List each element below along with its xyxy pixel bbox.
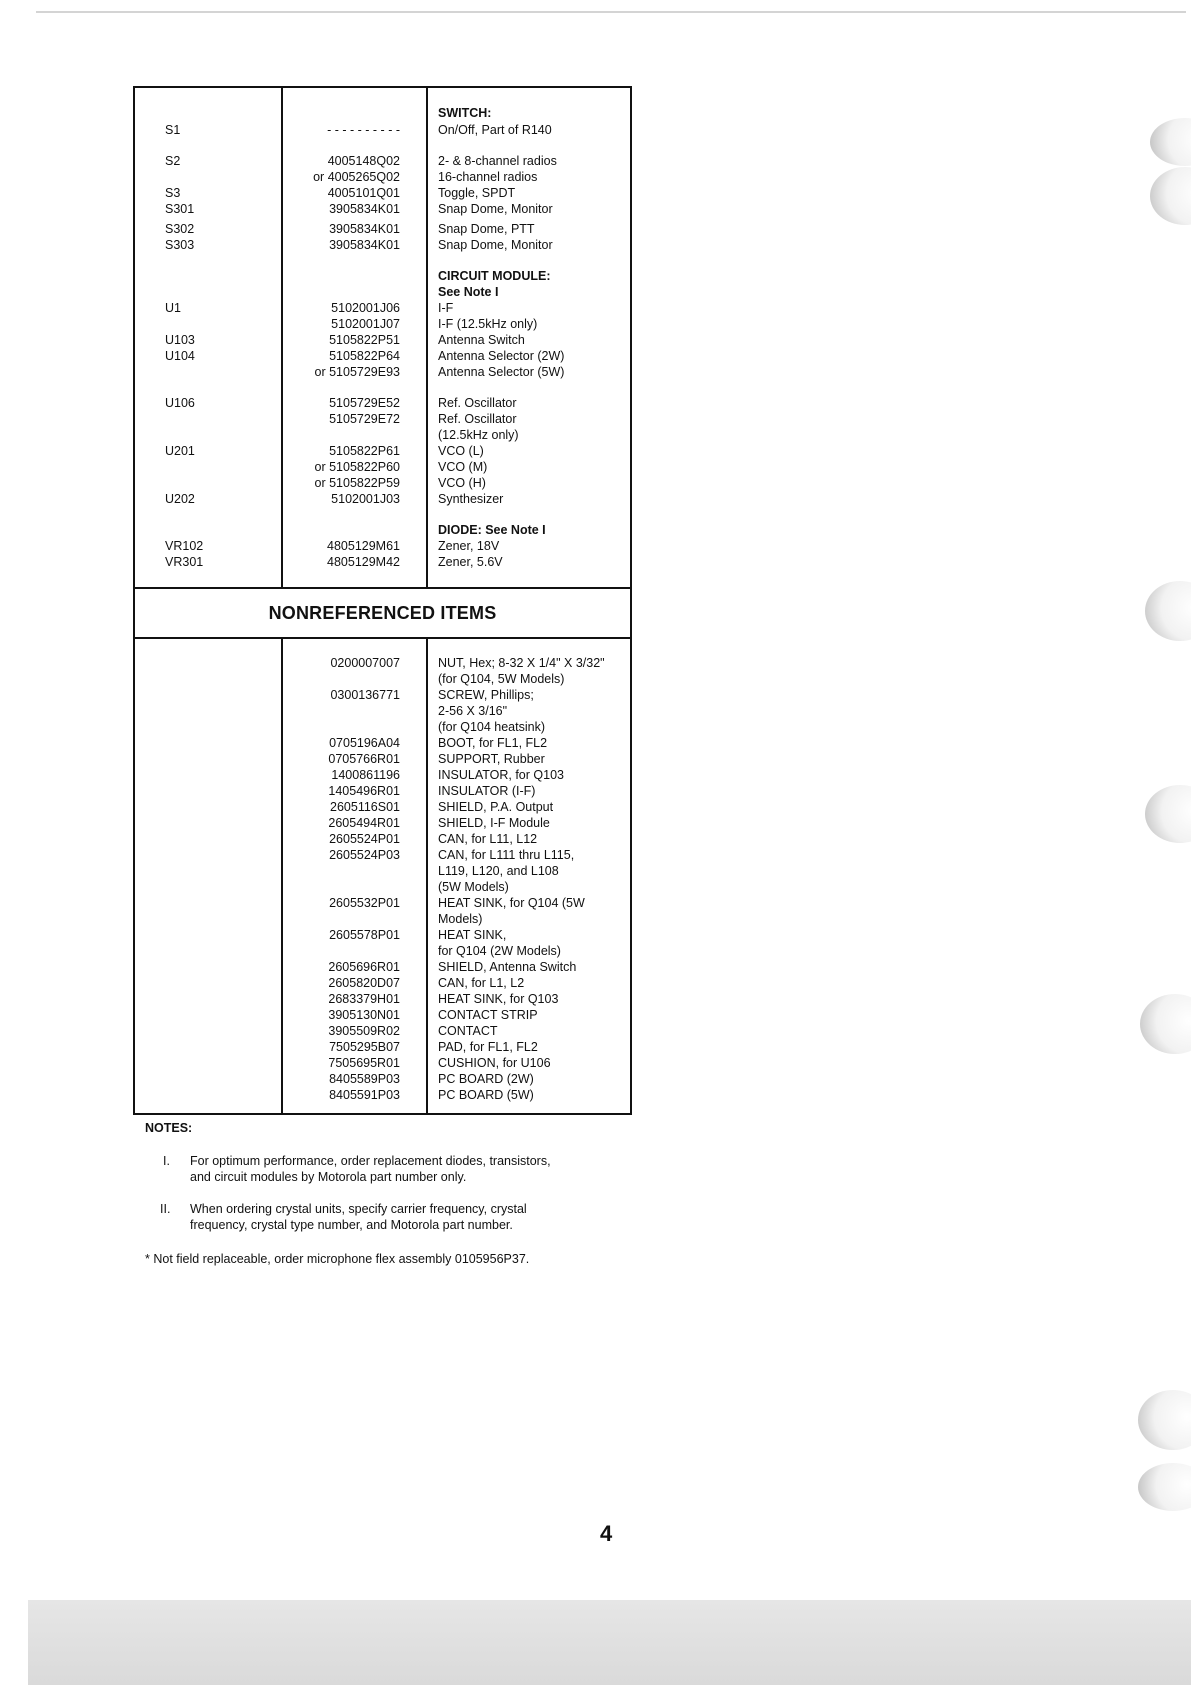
part-description: Snap Dome, Monitor — [438, 238, 553, 252]
part-description: PAD, for FL1, FL2 — [438, 1040, 538, 1054]
part-number: 3905509R02 — [328, 1024, 400, 1038]
ref-designator: S3 — [165, 186, 181, 200]
part-number: 5105729E52 — [329, 396, 400, 410]
part-description: PC BOARD (5W) — [438, 1088, 534, 1102]
part-description: Snap Dome, PTT — [438, 222, 535, 236]
part-number: 3905834K01 — [329, 238, 400, 252]
part-description: 2- & 8-channel radios — [438, 154, 557, 168]
part-description: Ref. Oscillator — [438, 396, 517, 410]
part-description: INSULATOR, for Q103 — [438, 768, 564, 782]
part-description: INSULATOR (I-F) — [438, 784, 536, 798]
column-divider — [426, 638, 428, 1113]
part-number: 1400861196 — [331, 768, 400, 782]
ref-designator: S2 — [165, 154, 181, 168]
part-description: CAN, for L1, L2 — [438, 976, 525, 990]
part-number: 5102001J03 — [331, 492, 400, 506]
part-description: NUT, Hex; 8-32 X 1/4" X 3/32" — [438, 656, 605, 670]
part-description: VCO (L) — [438, 444, 484, 458]
part-number: 0300136771 — [330, 688, 400, 702]
part-description: CONTACT STRIP — [438, 1008, 538, 1022]
part-description: 16-channel radios — [438, 170, 538, 184]
binder-hole-icon — [1150, 118, 1191, 166]
part-description: SUPPORT, Rubber — [438, 752, 545, 766]
part-description: SHIELD, P.A. Output — [438, 800, 554, 814]
binder-hole-icon — [1145, 581, 1191, 641]
part-number: 2605532P01 — [329, 896, 400, 910]
part-number: 2605494R01 — [328, 816, 400, 830]
part-number: or 4005265Q02 — [313, 170, 400, 184]
part-number: 5102001J06 — [331, 301, 400, 315]
note-text: When ordering crystal units, specify carrier frequency, crystal — [190, 1202, 527, 1216]
part-number: or 5105822P60 — [314, 460, 400, 474]
footnote: * Not field replaceable, order microphone flex assembly 0105956P37. — [145, 1252, 530, 1266]
part-number: 2605578P01 — [329, 928, 400, 942]
part-description: (5W Models) — [438, 880, 509, 894]
ref-designator: S303 — [165, 238, 195, 252]
section-title: NONREFERENCED ITEMS — [268, 603, 497, 623]
binder-hole-icon — [1138, 1463, 1191, 1511]
parts-list-table — [133, 86, 632, 1115]
part-number: 5105822P61 — [329, 444, 400, 458]
part-description: Antenna Switch — [438, 333, 525, 347]
part-description: CAN, for L11, L12 — [438, 832, 538, 846]
binder-hole-icon — [1140, 994, 1191, 1054]
part-number: 3905834K01 — [329, 222, 400, 236]
part-description: CUSHION, for U106 — [438, 1056, 551, 1070]
part-number: 4005148Q02 — [327, 154, 400, 168]
ref-designator: U103 — [165, 333, 195, 347]
part-number: 4005101Q01 — [327, 186, 400, 200]
part-number: 5105729E72 — [329, 412, 400, 426]
ref-designator: S1 — [165, 123, 181, 137]
column-divider — [281, 88, 283, 588]
part-number: 0705766R01 — [328, 752, 400, 766]
part-number: or 5105729E93 — [314, 365, 400, 379]
category-heading: SWITCH: — [438, 106, 492, 120]
category-heading: DIODE: See Note I — [438, 523, 546, 537]
part-number: 3905834K01 — [329, 202, 400, 216]
scan-bottom-shadow — [28, 1600, 1191, 1685]
ref-designator: S301 — [165, 202, 195, 216]
part-description: Zener, 18V — [438, 539, 500, 553]
part-number: 4805129M61 — [327, 539, 400, 553]
part-number: 2605696R01 — [328, 960, 400, 974]
part-description: CAN, for L111 thru L115, — [438, 848, 575, 862]
part-description: HEAT SINK, for Q103 — [438, 992, 559, 1006]
ref-designator: VR102 — [165, 539, 204, 553]
top-edge-rule — [36, 11, 1186, 13]
part-description: for Q104 (2W Models) — [438, 944, 561, 958]
part-description: Toggle, SPDT — [438, 186, 516, 200]
note-number: II. — [160, 1202, 171, 1216]
part-description: SHIELD, I-F Module — [438, 816, 550, 830]
ref-designator: S302 — [165, 222, 195, 236]
part-description: PC BOARD (2W) — [438, 1072, 534, 1086]
part-number: 8405591P03 — [329, 1088, 400, 1102]
note-text: frequency, crystal type number, and Motorola part number. — [190, 1218, 513, 1232]
note-number: I. — [163, 1154, 170, 1168]
part-number: 7505695R01 — [328, 1056, 400, 1070]
part-number: 5105822P51 — [329, 333, 400, 347]
part-number: or 5105822P59 — [314, 476, 400, 490]
part-description: I-F (12.5kHz only) — [438, 317, 538, 331]
ref-designator: U1 — [165, 301, 181, 315]
part-description: Antenna Selector (2W) — [438, 349, 565, 363]
part-description: VCO (H) — [438, 476, 486, 490]
part-number: 1405496R01 — [328, 784, 400, 798]
part-number: 2605116S01 — [330, 800, 400, 814]
part-description: Synthesizer — [438, 492, 504, 506]
part-number: - - - - - - - - - - — [327, 123, 400, 137]
part-number: 2683379H01 — [328, 992, 400, 1006]
part-description: Snap Dome, Monitor — [438, 202, 553, 216]
part-description: (for Q104 heatsink) — [438, 720, 545, 734]
part-description: I-F — [438, 301, 454, 315]
ref-designator: U201 — [165, 444, 195, 458]
ref-designator: U106 — [165, 396, 195, 410]
part-number: 0705196A04 — [329, 736, 400, 750]
ref-designator: VR301 — [165, 555, 204, 569]
part-description: Antenna Selector (5W) — [438, 365, 565, 379]
part-number: 5102001J07 — [331, 317, 400, 331]
page-number: 4 — [600, 1521, 613, 1546]
part-description: CONTACT — [438, 1024, 498, 1038]
part-description: (12.5kHz only) — [438, 428, 519, 442]
part-description: Zener, 5.6V — [438, 555, 503, 569]
binder-hole-icon — [1138, 1390, 1191, 1450]
part-description: VCO (M) — [438, 460, 488, 474]
part-description: SHIELD, Antenna Switch — [438, 960, 577, 974]
binder-hole-icon — [1145, 785, 1191, 843]
part-number: 5105822P64 — [329, 349, 400, 363]
part-description: (for Q104, 5W Models) — [438, 672, 565, 686]
column-divider — [426, 88, 428, 588]
part-number: 7505295B07 — [329, 1040, 400, 1054]
note-text: and circuit modules by Motorola part number only. — [190, 1170, 467, 1184]
part-description: On/Off, Part of R140 — [438, 123, 552, 137]
column-divider — [281, 638, 283, 1113]
part-number: 2605524P01 — [329, 832, 400, 846]
part-number: 8405589P03 — [329, 1072, 400, 1086]
category-heading: CIRCUIT MODULE: — [438, 269, 551, 283]
part-number: 3905130N01 — [328, 1008, 400, 1022]
ref-designator: U202 — [165, 492, 195, 506]
part-description: L119, L120, and L108 — [438, 864, 559, 878]
note-text: For optimum performance, order replacement diodes, transistors, — [190, 1154, 551, 1168]
note-reference: See Note I — [438, 285, 499, 299]
part-number: 0200007007 — [330, 656, 400, 670]
notes-heading: NOTES: — [145, 1121, 193, 1135]
ref-designator: U104 — [165, 349, 195, 363]
part-description: Models) — [438, 912, 483, 926]
part-description: BOOT, for FL1, FL2 — [438, 736, 548, 750]
binder-hole-icon — [1150, 167, 1191, 225]
part-number: 2605524P03 — [329, 848, 400, 862]
part-description: 2-56 X 3/16" — [438, 704, 508, 718]
part-description: HEAT SINK, — [438, 928, 507, 942]
part-description: Ref. Oscillator — [438, 412, 517, 426]
part-number: 4805129M42 — [327, 555, 400, 569]
part-description: SCREW, Phillips; — [438, 688, 534, 702]
part-number: 2605820D07 — [328, 976, 400, 990]
part-description: HEAT SINK, for Q104 (5W — [438, 896, 585, 910]
